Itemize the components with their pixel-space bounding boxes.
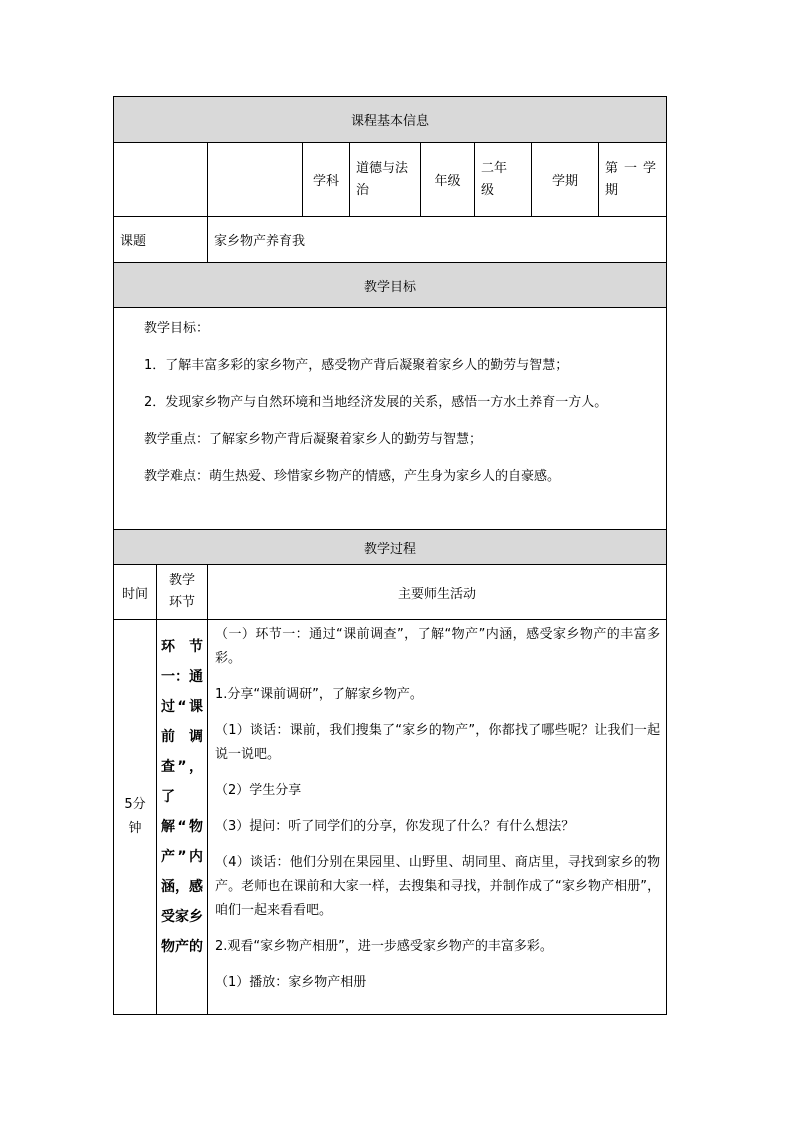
goals-title: 教学目标 [114, 263, 667, 308]
stage1-row [114, 620, 667, 1015]
term-label: 学期 [532, 143, 599, 217]
activity-line: （4）谈话：他们分别在果园里、山野里、胡同里、商店里，寻找到家乡的物产。老师也在课前和大家一样，去搜集和寻找，并制作成了“家乡物产相册”，咱们一起来看看吧。 [215, 855, 661, 918]
grade-value: 二年级 [475, 143, 532, 217]
goals-heading: 教学目标： [144, 321, 210, 336]
topic-label: 课题 [114, 217, 208, 263]
col-header-stage: 教学环节 [157, 565, 208, 620]
subject-label: 学科 [303, 143, 350, 217]
activity-line: （一）环节一：通过“课前调查”，了解“物产”内涵，感受家乡物产的丰富多彩。 [215, 627, 661, 666]
goal-item-1: 1．了解丰富多彩的家乡物产，感受物产背后凝聚着家乡人的勤劳与智慧； [144, 358, 569, 373]
process-title: 教学过程 [114, 530, 667, 565]
term-value: 第一学期 [599, 143, 667, 217]
basic-info-header-row [114, 97, 667, 143]
col-header-activity: 主要师生活动 [208, 565, 667, 620]
stage1-time: 5分钟 [114, 620, 157, 1015]
goals-content [114, 308, 667, 530]
basic-info-title: 课程基本信息 [114, 97, 667, 143]
activity-line: （3）提问：听了同学们的分享，你发现了什么？有什么想法？ [215, 819, 575, 834]
process-header-row [114, 530, 667, 565]
activity-line: 1.分享“课前调研”，了解家乡物产。 [215, 687, 423, 702]
difficulty-point: 教学难点：萌生热爱、珍惜家乡物产的情感，产生身为家乡人的自豪感。 [144, 469, 561, 484]
goals-header-row [114, 263, 667, 308]
subject-value: 道德与法治 [350, 143, 421, 217]
goals-content-row [114, 308, 667, 530]
activity-line: （1）谈话：课前，我们搜集了“家乡的物产”，你都找了哪些呢？让我们一起说一说吧。 [215, 723, 661, 762]
activity-line: （2）学生分享 [215, 783, 302, 798]
blank-cell [114, 143, 208, 217]
activity-line: （1）播放：家乡物产相册 [215, 975, 367, 990]
goal-item-2: 2．发现家乡物产与自然环境和当地经济发展的关系，感悟一方水土养育一方人。 [144, 395, 608, 410]
topic-value: 家乡物产养育我 [208, 217, 667, 263]
key-point: 教学重点：了解家乡物产背后凝聚着家乡人的勤劳与智慧； [144, 432, 483, 447]
basic-info-row [114, 143, 667, 217]
lesson-plan-table [113, 96, 667, 1015]
blank-cell [208, 143, 303, 217]
topic-row [114, 217, 667, 263]
grade-label: 年级 [421, 143, 475, 217]
activity-line: 2.观看“家乡物产相册”，进一步感受家乡物产的丰富多彩。 [215, 939, 553, 954]
stage1-activities [208, 620, 667, 1015]
stage1-name: 环节一：通过“课前调查”，了解“物产”内涵，感受家乡物产的 [157, 620, 208, 1015]
process-columns-row [114, 565, 667, 620]
col-header-time: 时间 [114, 565, 157, 620]
